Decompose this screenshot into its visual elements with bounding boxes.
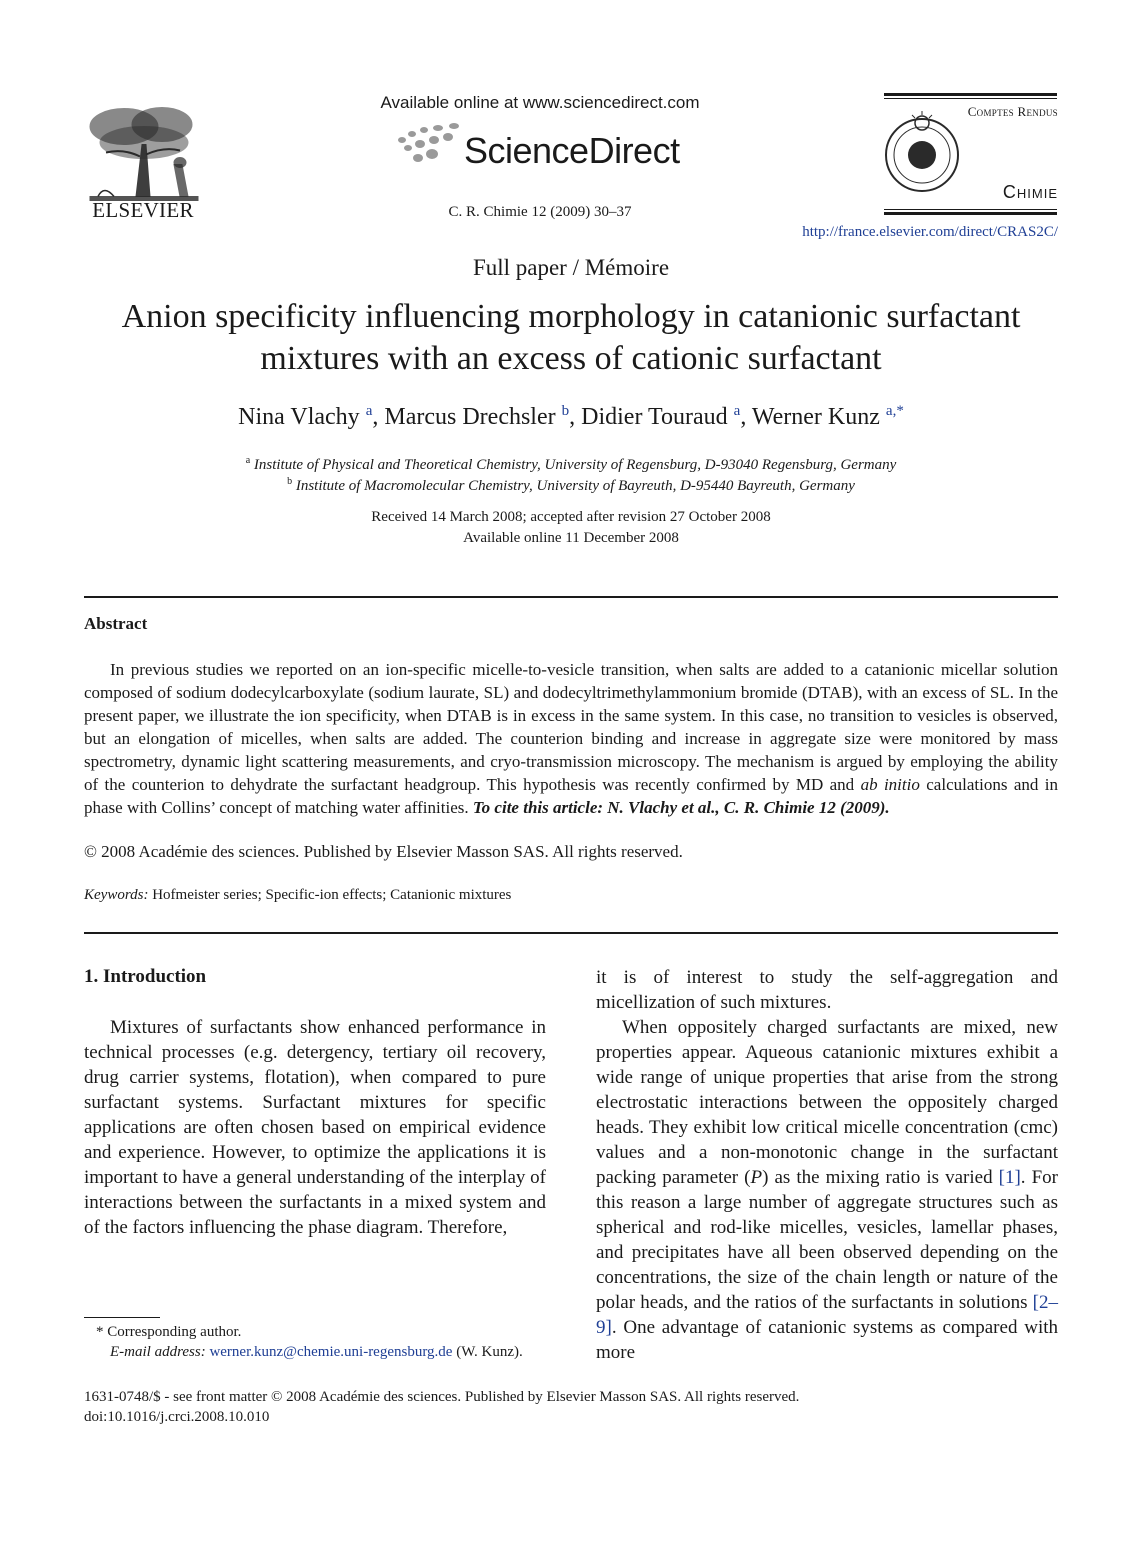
author-name: Marcus Drechsler (384, 404, 556, 430)
author-separator: , (372, 404, 385, 430)
reference-link[interactable]: [1] (998, 1167, 1021, 1188)
available-online-text: Available online at www.sciencedirect.com (380, 93, 700, 112)
paragraph-text: When oppositely charged surfactants are mixed, new properties appear. Aqueous catanionic mixtures exhibit a wide range of unique properties that arise from the strong electrostatic interactions between the oppositely charged heads. They exhibit low critical micelle concentration (cmc) values and a non-monotonic change in the surfactant packing parameter ( (596, 1017, 1058, 1188)
article-title: Anion specificity influencing morphology in catanionic surfactant mixtures with an excess of cationic surfactant (121, 298, 1021, 377)
journal-logo-rule-bottom (884, 212, 1057, 215)
paragraph-text: . One advantage of catanionic systems as compared with more (596, 1317, 1058, 1363)
paragraph-text: . For this reason a large number of aggregate structures such as spherical and rod-like micelles, vesicles, lamellar phases, and precipitates have all been observed depending on the concentrations, the size of the chain length or nature of the polar heads, and the ratios of the surfactants in solutions (596, 1167, 1058, 1313)
front-matter-line: 1631-0748/$ - see front matter © 2008 Académie des sciences. Published by Elsevier Masson SAS. All rights reserved. (84, 1389, 800, 1405)
divider (84, 596, 1058, 598)
paragraph: it is of interest to study the self-aggregation and micellization of such mixtures. (596, 967, 1058, 1013)
author-list (84, 403, 1058, 431)
doi-line: doi:10.1016/j.crci.2008.10.010 (84, 1409, 270, 1425)
sciencedirect-dots-icon (396, 120, 468, 168)
affiliation-text: Institute of Physical and Theoretical Chemistry, University of Regensburg, D-93040 Regensburg, Germany (253, 457, 897, 473)
affiliation-mark: a (245, 455, 251, 466)
footnote-rule (84, 1317, 160, 1318)
journal-url-link[interactable]: http://france.elsevier.com/direct/CRAS2C/ (802, 224, 1058, 240)
left-column (84, 1015, 546, 1240)
math-variable: P (750, 1167, 763, 1188)
author-affiliation-mark[interactable]: b (561, 403, 570, 419)
keywords (84, 887, 511, 904)
journal-name-top: Comptes Rendus (967, 104, 1058, 119)
footnote-corresponding: * Corresponding author. (96, 1324, 242, 1340)
abstract-copyright: © 2008 Académie des sciences. Published by Elsevier Masson SAS. All rights reserved. (84, 842, 683, 861)
available-online-date: Available online 11 December 2008 (463, 530, 679, 546)
abstract-body (84, 658, 1058, 819)
author-affiliation-mark[interactable]: a (365, 403, 373, 419)
email-label: E-mail address: (110, 1344, 206, 1360)
keywords-text: Hofmeister series; Specific-ion effects; Catanionic mixtures (148, 887, 512, 903)
received-date: Received 14 March 2008; accepted after revision 27 October 2008 (371, 509, 771, 525)
abstract-citation: To cite this article: N. Vlachy et al., C. R. Chimie 12 (2009). (472, 798, 890, 817)
journal-logo-rule-top (884, 93, 1057, 96)
abstract-heading: Abstract (84, 614, 148, 633)
keywords-label: Keywords: (84, 887, 149, 903)
affiliation-text: Institute of Macromolecular Chemistry, University of Bayreuth, D-95440 Bayreuth, Germany (295, 478, 855, 494)
email-suffix: (W. Kunz). (452, 1344, 523, 1360)
paragraph (596, 1015, 1058, 1365)
author-name: Didier Touraud (581, 404, 728, 430)
journal-logo-rule-top-thin (884, 98, 1057, 99)
email-link[interactable]: werner.kunz@chemie.uni-regensburg.de (209, 1344, 453, 1360)
journal-reference: C. R. Chimie 12 (2009) 30–37 (448, 204, 632, 220)
footnote-email (110, 1344, 523, 1361)
journal-logo-rule-bottom-thin (884, 209, 1057, 210)
author-affiliation-mark[interactable]: a,* (885, 403, 904, 419)
right-column (596, 965, 1058, 1365)
abstract-text: calculations and in phase with Collins’ concept of matching water affinities. (84, 775, 1058, 817)
reference-link[interactable]: [2–9] (596, 1292, 1058, 1338)
affiliation-b (84, 476, 1058, 495)
sciencedirect-wordmark: ScienceDirect (464, 130, 680, 171)
author-separator: , (569, 404, 582, 430)
paragraph: Mixtures of surfactants show enhanced performance in technical processes (e.g. detergency, tertiary oil recovery, drug carrier systems, flotation), when compared to pure surfactant systems. Surfactant mixtures for specific applications are often chosen based on empirical evidence and experience. However, to optimize the applications it is important to have a general understanding of the interplay of interactions between the surfactants in a mixed system and of the factors influencing the phase diagram. Therefore, (84, 1017, 546, 1238)
author-name: Nina Vlachy (238, 404, 360, 430)
paper-type: Full paper / Mémoire (472, 255, 670, 280)
journal-name-bottom: Chimie (1002, 182, 1058, 202)
abstract-text: In previous studies we reported on an ion-specific micelle-to-vesicle transition, when salts are added to a catanionic micellar solution composed of sodium dodecylcarboxylate (sodium laurate, SL) and dodecyltrimethylammonium bromide (DTAB), with an excess of SL. In the present paper, we illustrate the ion specificity, when DTAB is in excess in the same system. In this case, no transition to vesicles is observed, but an elongation of micelles, when salts are added. The counterion binding and increase in aggregate size were monitored by mass spectrometry, dynamic light scattering measurements, and cryo-transmission microscopy. The mechanism is argued by employing the ability of the counterion to dehydrate the surfactant headgroup. This hypothesis was recently confirmed by MD and (84, 660, 1058, 794)
paragraph-text: ) as the mixing ratio is varied (762, 1167, 999, 1188)
author-affiliation-mark[interactable]: a (733, 403, 741, 419)
affiliation-a (84, 455, 1058, 474)
author-name: Werner Kunz (751, 404, 880, 430)
section-heading: 1. Introduction (84, 966, 207, 987)
author-separator: , (740, 404, 752, 430)
elsevier-wordmark: ELSEVIER (92, 198, 194, 222)
affiliation-mark: b (287, 476, 293, 487)
abstract-italic: ab initio (860, 775, 920, 794)
divider (84, 932, 1058, 934)
